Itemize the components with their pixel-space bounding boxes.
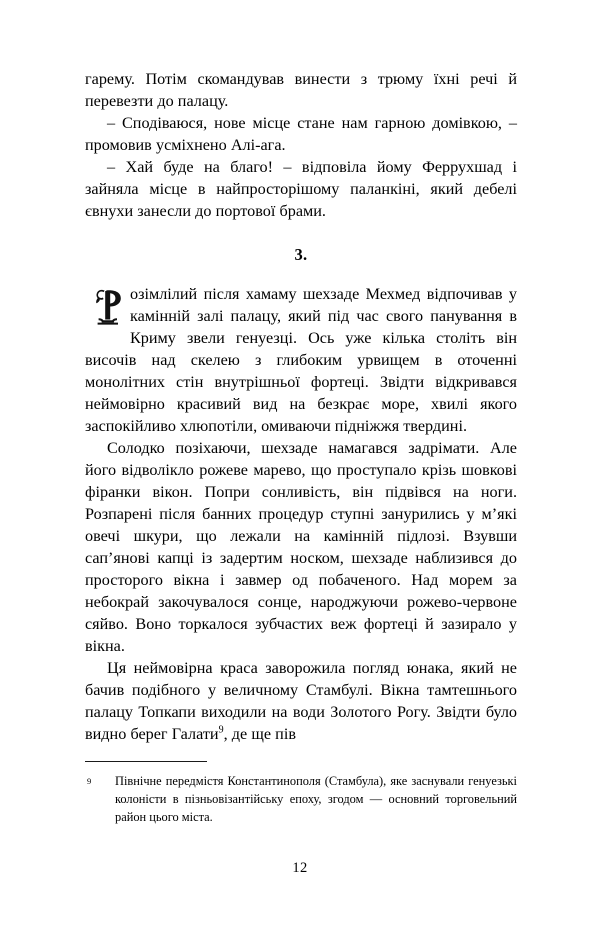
main-text-column (85, 68, 517, 745)
paragraph-chapter-opening (85, 283, 517, 437)
paragraph-dialogue-ferruhshad: – Хай буде на благо! – відповіла йому Феррухшад і зайняла місце в найпросторішому паланкіні, який дебелі євнухи занесли до портової брами. (85, 158, 517, 220)
chapter-number: 3. (294, 245, 308, 264)
paragraph-cya-neymovirna (85, 657, 517, 745)
footnote-block (85, 761, 517, 826)
paragraph-dialogue-ali-aga: – Сподіваюся, нове місце стане нам гарною домівкою, – промовив усміхнено Алі-ага. (85, 114, 517, 154)
chapter-opening-text: озімлілий після хамаму шехзаде Мехмед відпочивав у камінній залі палацу, який під час свого панування в Криму звели генуезці. Ось уже кілька століть він височів над скелею з глибоким урвищем в оточенні монолітних стін внутрішньої фортеці. Звідти відкривався неймовірно красивий вид на безкрає море, хвилі якого заспокійливо хлюпотіли, омиваючи підніжжя твердині. (85, 285, 517, 435)
footnote-marker-9: 9 (87, 776, 92, 786)
paragraph-cya-text-after-footnote: , де ще пів (223, 725, 296, 743)
footnote-reference-9[interactable]: 9 (218, 724, 224, 736)
footnote-separator-rule (85, 761, 207, 762)
ornamental-initial-er-icon (91, 284, 127, 328)
page-number: 12 (292, 860, 308, 876)
footnote-text-9: Північне передмістя Константинополя (Стамбула), яке заснували генуезькі колоністи в пізньовізантійську епоху, згодом — основний торговельний район цього міста. (115, 774, 517, 824)
footnote-item (85, 772, 517, 826)
paragraph-cya-text-before-footnote: Ця неймовірна краса заворожила погляд юнака, який не бачив подібного у величному Стамбулі. Вікна тамтешнього палацу Топкапи виходили на води Золотого Рогу. Звідти було видно берег Галати (85, 659, 517, 743)
paragraph-garem: гарему. Потім скомандував винести з трюму їхні речі й перевезти до палацу. (85, 70, 517, 110)
paragraph-solodko: Солодко позіхаючи, шехзаде намагався задрімати. Але його відволікло рожеве марево, що проступало крізь шовкові фіранки вікон. Попри сонливість, він підвівся на ноги. Розпарені після банних процедур ступні занурились у м’які овечі шкури, що лежали на камінній підлозі. Взувши сап’янові капці із задертим носком, шехзаде наблизився до просторого вікна і завмер од побаченого. Над морем за небокрай закочувалося сонце, народжуючи рожево-червоне сяйво. Воно торкалося зубчастих веж фортеці й зазирало у вікна. (85, 439, 517, 655)
